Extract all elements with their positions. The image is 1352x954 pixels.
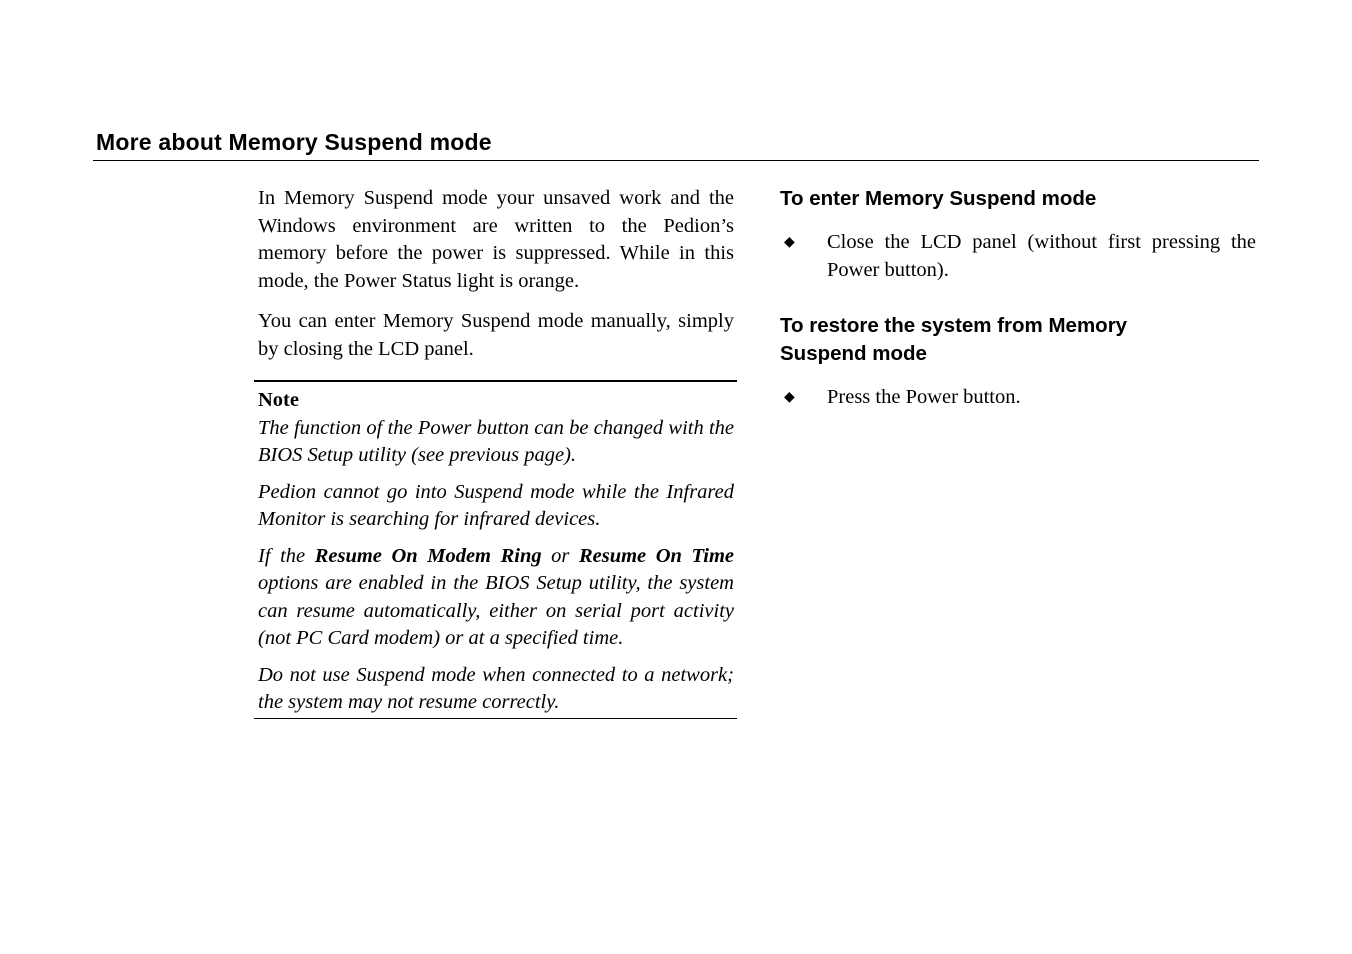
diamond-bullet-icon: ◆ <box>784 234 795 250</box>
intro-paragraph-1: In Memory Suspend mode your unsaved work and the Windows environment are written to the Pedion’s memory before the power is suppressed. While in this mode, the Power Status light is orange. <box>258 187 734 292</box>
note-paragraph-network: Do not use Suspend mode when connected to a network; the system may not resume correctly. <box>258 663 734 713</box>
enter-suspend-step <box>780 228 1256 284</box>
note-box <box>254 380 737 719</box>
enter-suspend-heading: To enter Memory Suspend mode <box>780 187 1097 210</box>
enter-suspend-step-text: Close the LCD panel (without first pressing the Power button). <box>827 231 1256 281</box>
note-paragraph-power-button: The function of the Power button can be changed with the BIOS Setup utility (see previous page). <box>258 416 734 466</box>
restore-system-heading <box>780 312 1256 368</box>
note-paragraph-resume-options <box>258 543 734 653</box>
intro-paragraph-2: You can enter Memory Suspend mode manually, simply by closing the LCD panel. <box>258 310 734 360</box>
intro-column <box>258 185 734 376</box>
diamond-bullet-icon: ◆ <box>784 389 795 405</box>
note-paragraph-infrared: Pedion cannot go into Suspend mode while the Infrared Monitor is searching for infrared devices. <box>258 480 734 530</box>
restore-heading-line-2: Suspend mode <box>780 342 927 365</box>
note-text-segment: options are enabled in the BIOS Setup utility, the system can resume automatically, either on serial port activity (not PC Card modem) or at a specified time. <box>258 572 734 649</box>
procedure-column <box>780 185 1256 411</box>
resume-on-modem-ring-term: Resume On Modem Ring <box>314 544 542 567</box>
note-text-segment: or <box>541 544 579 567</box>
restore-heading-line-1: To restore the system from Memory <box>780 314 1128 337</box>
restore-system-step-text: Press the Power button. <box>827 386 1021 408</box>
note-text-segment: If the <box>258 544 315 567</box>
title-underline-rule <box>93 160 1259 161</box>
page-title: More about Memory Suspend mode <box>96 129 492 155</box>
resume-on-time-term: Resume On Time <box>578 544 734 567</box>
restore-system-step <box>780 383 1256 411</box>
note-title: Note <box>258 389 299 411</box>
